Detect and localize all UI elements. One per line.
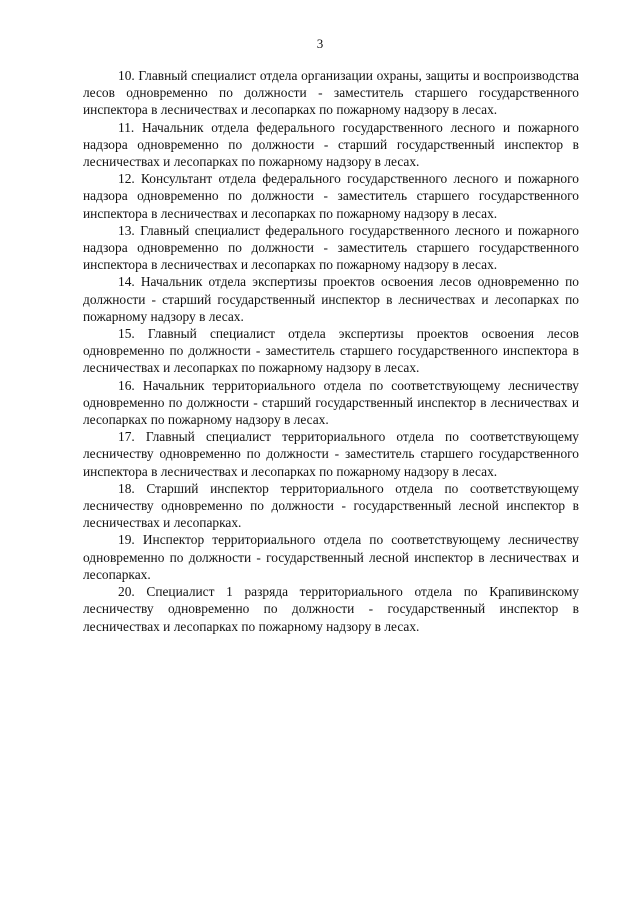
paragraph-item-16: 16. Начальник территориального отдела по соответствующему лесничеству одновременно по должности - старший государственный инспектор в лесничествах и лесопарках по пожарному надзору в лесах. (83, 377, 579, 428)
paragraph-item-10: 10. Главный специалист отдела организации охраны, защиты и воспроизводства лесов одновременно по должности - заместитель старшего государственного инспектора в лесничествах и лесопарках по пожарному надзору в лесах. (83, 68, 579, 118)
paragraph-item-13: 13. Главный специалист федерального государственного лесного и пожарного надзора одновременно по должности - заместитель старшего государственного инспектора в лесничествах и лесопарках по пожарному надзору в лесах. (83, 222, 579, 273)
paragraph-item-19: 19. Инспектор территориального отдела по соответствующему лесничеству одновременно по должности - государственный лесной инспектор в лесничествах и лесопарках. (83, 532, 579, 582)
paragraph-item-20: 20. Специалист 1 разряда территориального отдела по Крапивинскому лесничеству одновременно по должности - государственный инспектор в лесничествах и лесопарках по пожарному надзору в лесах. (83, 584, 579, 634)
page-number: 3 (316, 36, 324, 51)
paragraph-item-15: 15. Главный специалист отдела экспертизы проектов освоения лесов одновременно по должности - заместитель старшего государственного инспектора в лесничествах и лесопарках по пожарному надзору в лесах. (83, 326, 579, 376)
document-body (83, 67, 579, 635)
paragraph-item-12: 12. Консультант отдела федерального государственного лесного и пожарного надзора одновременно по должности - заместитель старшего государственного инспектора в лесничествах и лесопарках по пожарному надзору в лесах. (83, 171, 579, 221)
paragraph-item-14: 14. Начальник отдела экспертизы проектов освоения лесов одновременно по должности - старший государственный инспектор в лесничествах и лесопарках по пожарному надзору в лесах. (83, 274, 579, 324)
paragraph-item-11: 11. Начальник отдела федерального государственного лесного и пожарного надзора одновременно по должности - старший государственный инспектор в лесничествах и лесопарках по пожарному надзору в лесах. (83, 119, 579, 170)
paragraph-item-18: 18. Старший инспектор территориального отдела по соответствующему лесничеству одновременно по должности - государственный лесной инспектор в лесничествах и лесопарках. (83, 480, 579, 531)
paragraph-item-17: 17. Главный специалист территориального отдела по соответствующему лесничеству одновременно по должности - заместитель старшего государственного инспектора в лесничествах и лесопарках по пожарному надзору в лесах. (83, 429, 579, 479)
